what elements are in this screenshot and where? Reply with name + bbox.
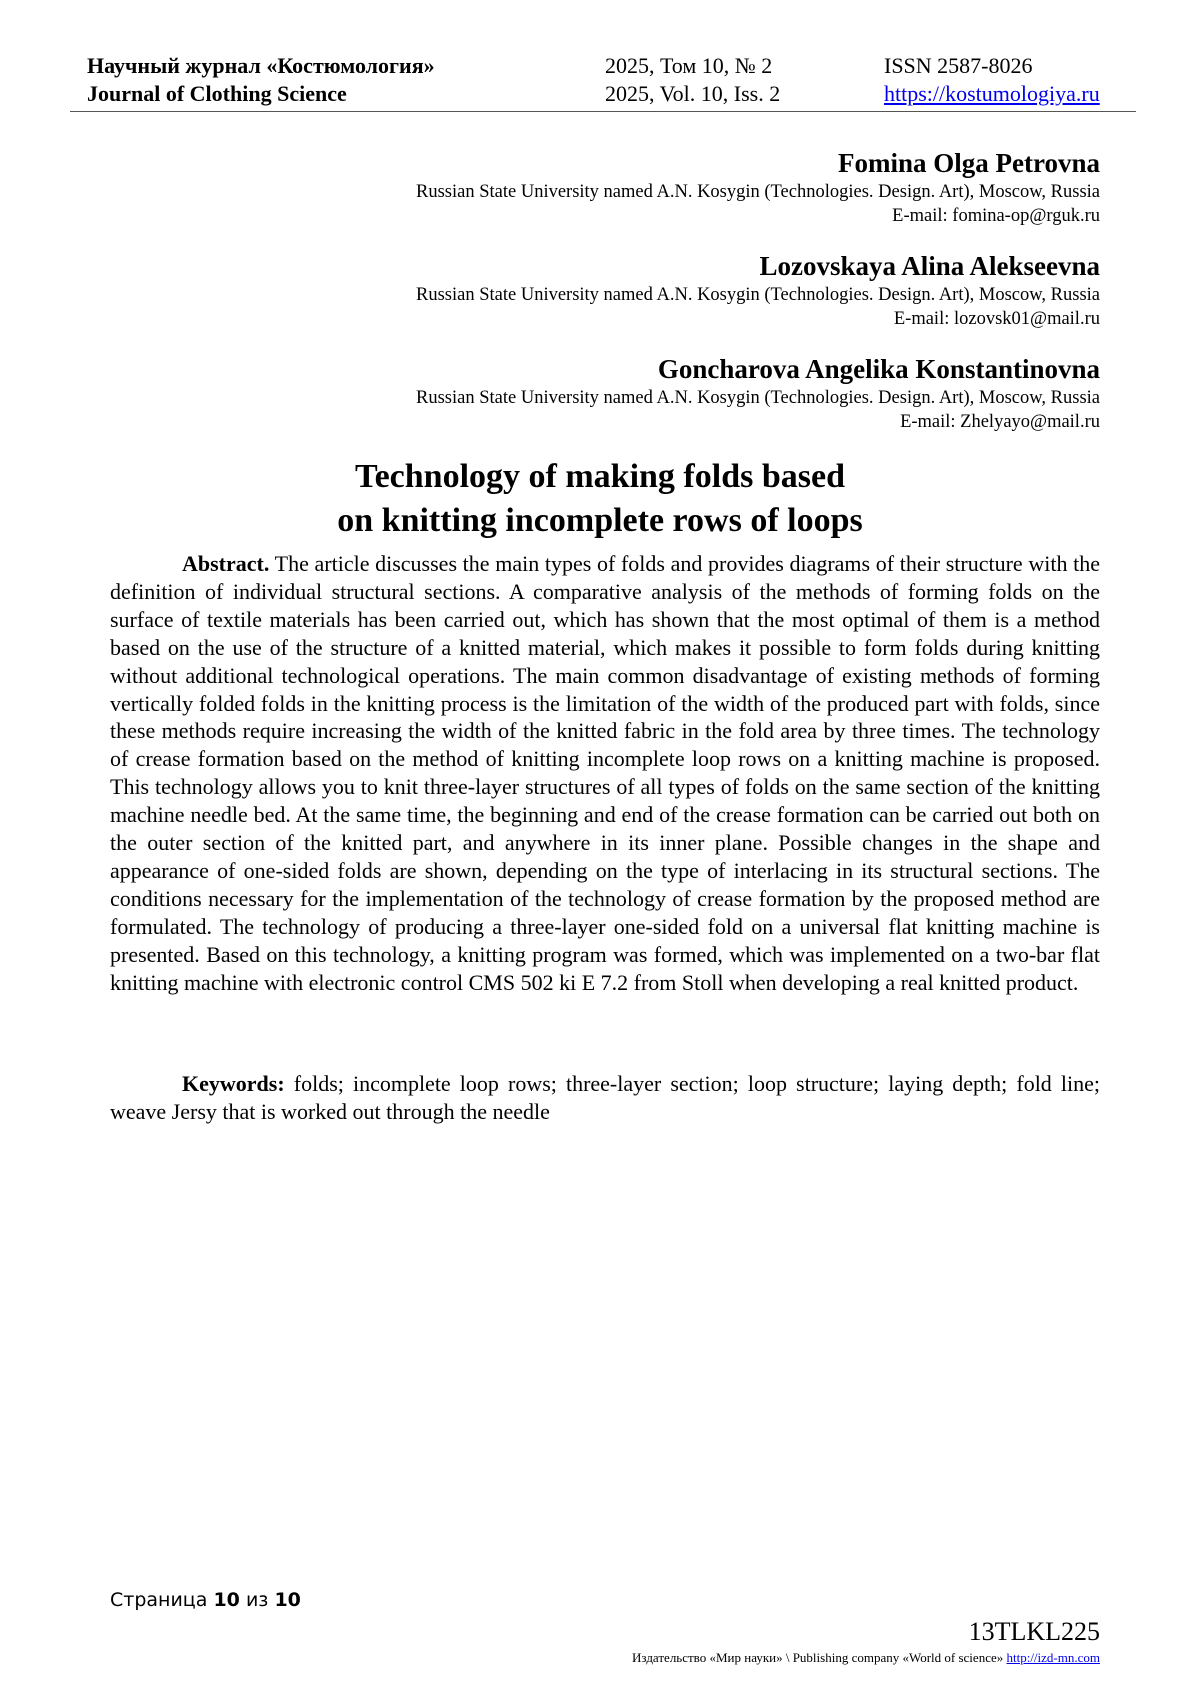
page-counter bbox=[110, 1588, 301, 1612]
article-title-line: Technology of making folds based bbox=[355, 458, 845, 495]
abstract bbox=[110, 550, 1100, 997]
keywords-text: folds; incomplete loop rows; three-layer section; loop structure; laying depth; fold line; weave Jersy that is worked out through the needle bbox=[110, 1071, 1100, 1124]
author-block bbox=[200, 352, 1100, 434]
abstract-label: Abstract. bbox=[182, 551, 270, 576]
publisher-line bbox=[632, 1650, 1100, 1666]
author-block bbox=[200, 249, 1100, 331]
author-block bbox=[200, 146, 1100, 228]
page-of: из bbox=[245, 1589, 269, 1611]
author-email: E-mail: Zhelyayo@mail.ru bbox=[900, 412, 1100, 432]
keywords bbox=[110, 1070, 1100, 1126]
page-total: 10 bbox=[274, 1589, 301, 1611]
publisher-text: Издательство «Мир науки» \ Publishing company «World of science» bbox=[632, 1650, 1004, 1665]
article-code: 13TLKL225 bbox=[968, 1617, 1100, 1646]
author-name: Lozovskaya Alina Alekseevna bbox=[759, 251, 1100, 281]
author-name: Goncharova Angelika Konstantinovna bbox=[657, 354, 1100, 384]
article-title bbox=[0, 455, 1200, 543]
author-email: E-mail: lozovsk01@mail.ru bbox=[893, 309, 1100, 329]
author-affiliation: Russian State University named A.N. Kosygin (Technologies. Design. Art), Moscow, Russia bbox=[416, 182, 1100, 202]
article-title-line: on knitting incomplete rows of loops bbox=[337, 502, 863, 539]
journal-name-ru: Научный журнал «Костюмология» bbox=[87, 53, 435, 78]
abstract-text: The article discusses the main types of folds and provides diagrams of their structure with the definition of individual structural sections. A comparative analysis of the methods of forming folds on the surface of textile materials has been carried out, which has shown that the most optimal of them is a method based on the use of the structure of a knitted material, which makes it possible to form folds during knitting without additional technological operations. The main common disadvantage of existing methods of forming vertically folded folds in the knitting process is the limitation of the width of the produced part with folds, since these methods require increasing the width of the knitted fabric in the fold area by three times. The technology of crease formation based on the method of knitting incomplete loop rows on a knitting machine is proposed. This technology allows you to knit three-layer structures of all types of folds on the same section of the knitting machine needle bed. At the same time, the beginning and end of the crease formation can be carried out both on the outer section of the knitted part, and anywhere in its inner plane. Possible changes in the shape and appearance of one-sided folds are shown, depending on the type of interlacing in its structural sections. The conditions necessary for the implementation of the technology of crease formation by the proposed method are formulated. The technology of producing a three-layer one-sided fold on a universal flat knitting machine is presented. Based on this technology, a knitting program was formed, which was implemented on a two-bar flat knitting machine with electronic control CMS 502 ki E 7.2 from Stoll when developing a real knitted product. bbox=[110, 551, 1100, 995]
publisher-link[interactable]: http://izd-mn.com bbox=[1006, 1650, 1100, 1665]
header-divider bbox=[70, 111, 1136, 112]
journal-website-link[interactable]: https://kostumologiya.ru bbox=[884, 81, 1100, 106]
journal-name-en: Journal of Clothing Science bbox=[87, 81, 347, 106]
author-affiliation: Russian State University named A.N. Kosygin (Technologies. Design. Art), Moscow, Russia bbox=[416, 285, 1100, 305]
issue-info-en: 2025, Vol. 10, Iss. 2 bbox=[605, 81, 781, 106]
keywords-label: Keywords: bbox=[182, 1071, 285, 1096]
author-email: E-mail: fomina-op@rguk.ru bbox=[892, 206, 1100, 226]
page-word: Страница bbox=[110, 1589, 208, 1611]
issue-info-ru: 2025, Том 10, № 2 bbox=[605, 53, 773, 78]
page-current: 10 bbox=[213, 1589, 240, 1611]
issn: ISSN 2587-8026 bbox=[884, 53, 1033, 78]
author-affiliation: Russian State University named A.N. Kosygin (Technologies. Design. Art), Moscow, Russia bbox=[416, 388, 1100, 408]
author-name: Fomina Olga Petrovna bbox=[838, 148, 1100, 178]
